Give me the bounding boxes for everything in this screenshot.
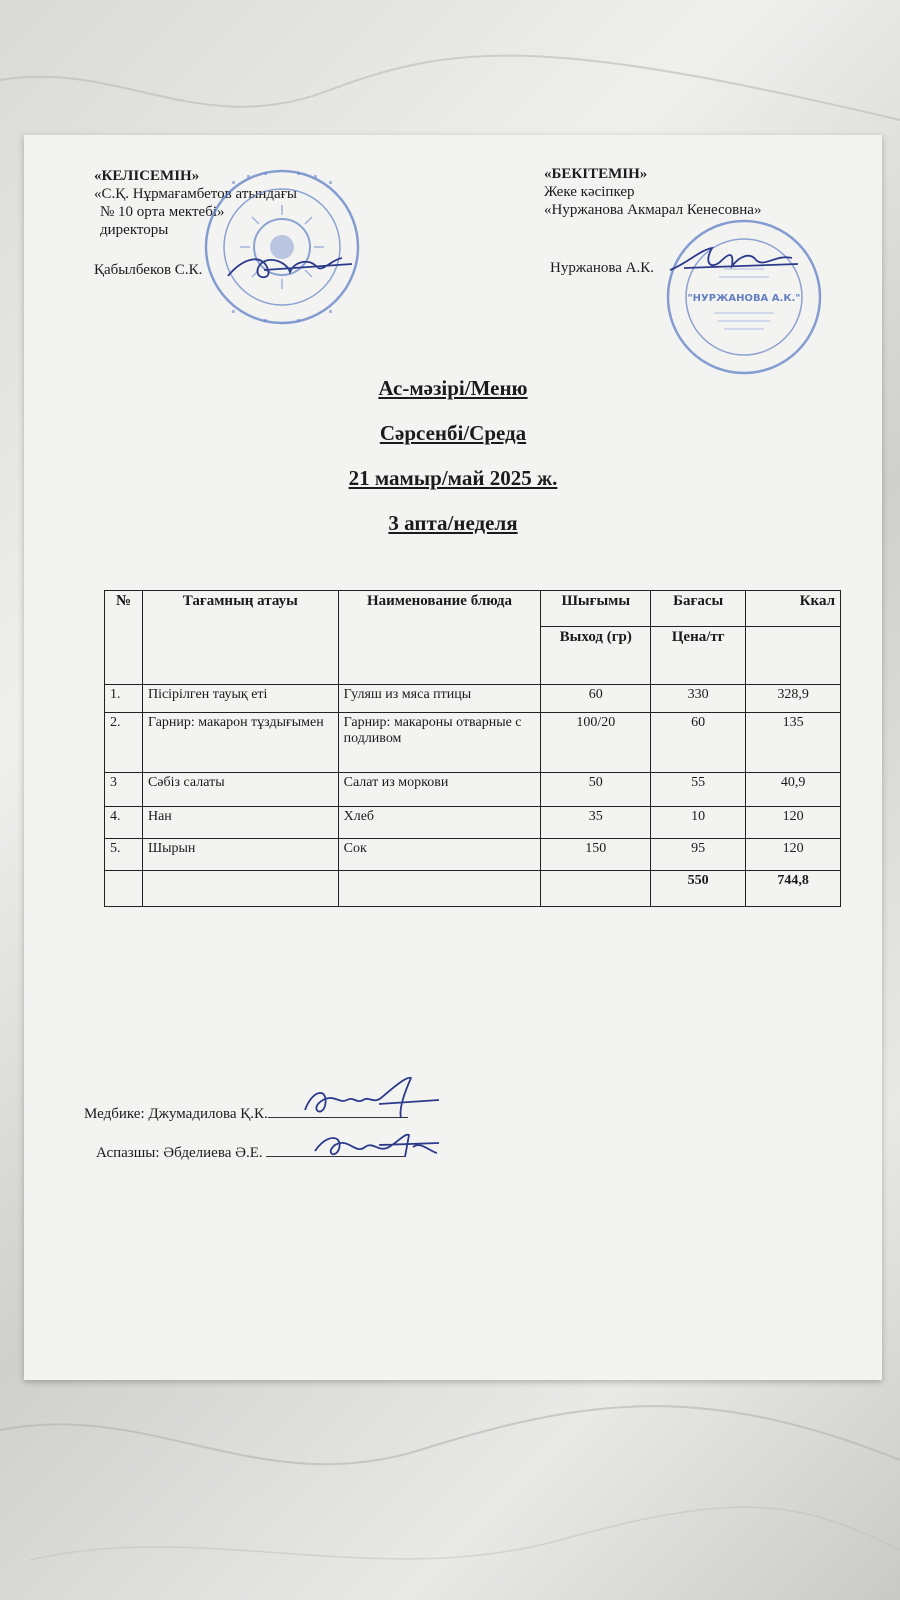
- dish-price: 60: [651, 713, 746, 773]
- school-round-stamp: [202, 167, 362, 327]
- cook-signature: [309, 1125, 449, 1165]
- week-title: 3 апта/неделя: [388, 511, 518, 535]
- table-row: [105, 773, 841, 807]
- menu-table: [104, 590, 841, 907]
- dish-yield: 35: [541, 807, 651, 839]
- dish-name-kz: Пісірілген тауық еті: [142, 685, 338, 713]
- header-kcal: Ккал: [746, 591, 841, 627]
- dish-yield: 100/20: [541, 713, 651, 773]
- header-yield-kz: Шығымы: [541, 591, 651, 627]
- dish-name-kz: Шырын: [142, 839, 338, 871]
- document-titles: [24, 375, 882, 555]
- total-kcal: 744,8: [746, 871, 841, 907]
- dish-kcal: 120: [746, 839, 841, 871]
- dish-yield: 150: [541, 839, 651, 871]
- dish-name-ru: Салат из моркови: [338, 773, 541, 807]
- row-number: 2.: [105, 713, 143, 773]
- dish-kcal: 120: [746, 807, 841, 839]
- row-number: 1.: [105, 685, 143, 713]
- dish-name-kz: Нан: [142, 807, 338, 839]
- row-number: 4.: [105, 807, 143, 839]
- table-row: [105, 685, 841, 713]
- dish-kcal: 135: [746, 713, 841, 773]
- table-row: [105, 839, 841, 871]
- header-name-kz: Тағамның атауы: [142, 591, 338, 685]
- row-number: 5.: [105, 839, 143, 871]
- row-number: 3: [105, 773, 143, 807]
- header-price-ru: Цена/тг: [651, 627, 746, 685]
- dish-name-ru: Гуляш из мяса птицы: [338, 685, 541, 713]
- date-title: 21 мамыр/май 2025 ж.: [348, 466, 558, 490]
- dish-name-kz: Гарнир: макарон тұздығымен: [142, 713, 338, 773]
- dish-yield: 60: [541, 685, 651, 713]
- header-name-ru: Наименование блюда: [338, 591, 541, 685]
- entrepreneur-name: «Нуржанова Акмарал Кенесовна»: [544, 202, 762, 218]
- total-empty-4: [541, 871, 651, 907]
- header-price-kz: Бағасы: [651, 591, 746, 627]
- school-line-2: № 10 орта мектебі»: [100, 204, 225, 220]
- total-empty-2: [142, 871, 338, 907]
- total-price: 550: [651, 871, 746, 907]
- dish-price: 95: [651, 839, 746, 871]
- nurse-signature: [299, 1070, 449, 1125]
- school-line-3: директоры: [100, 222, 169, 238]
- stamp-center-text: "НУРЖАНОВА А.К.": [687, 293, 801, 304]
- dish-price: 330: [651, 685, 746, 713]
- dish-price: 10: [651, 807, 746, 839]
- cook-name: Аспазшы: Әбделиева Ә.Е.: [96, 1145, 263, 1161]
- table-row: [105, 807, 841, 839]
- menu-title: Ас-мәзірі/Меню: [378, 376, 528, 400]
- dish-kcal: 40,9: [746, 773, 841, 807]
- dish-kcal: 328,9: [746, 685, 841, 713]
- dish-yield: 50: [541, 773, 651, 807]
- approved-title: «БЕКІТЕМІН»: [544, 166, 648, 182]
- entrepreneur-line: Жеке кәсіпкер: [544, 184, 635, 200]
- dish-name-ru: Хлеб: [338, 807, 541, 839]
- total-empty-1: [105, 871, 143, 907]
- dish-name-ru: Сок: [338, 839, 541, 871]
- total-empty-3: [338, 871, 541, 907]
- director-signature: [224, 250, 359, 285]
- table-header-row: [105, 591, 841, 627]
- dish-price: 55: [651, 773, 746, 807]
- menu-document: [24, 135, 882, 1380]
- header-yield-ru: Выход (гр): [541, 627, 651, 685]
- entrepreneur-signature: [664, 240, 804, 280]
- dish-name-kz: Сәбіз салаты: [142, 773, 338, 807]
- school-line-1: «С.Қ. Нұрмағамбетов атындағы: [94, 186, 297, 202]
- entrepreneur-signer: Нуржанова А.К.: [550, 260, 655, 276]
- agreed-title: «КЕЛІСЕМІН»: [94, 168, 200, 184]
- dish-name-ru: Гарнир: макароны отварные с подливом: [338, 713, 541, 773]
- table-total-row: [105, 871, 841, 907]
- day-title: Сәрсенбі/Среда: [379, 421, 527, 445]
- director-signer: Қабылбеков С.К.: [94, 262, 203, 278]
- header-kcal-empty: [746, 627, 841, 685]
- header-number: №: [105, 591, 143, 685]
- table-row: [105, 713, 841, 773]
- nurse-name: Медбике: Джумадилова Қ.К.: [84, 1106, 268, 1122]
